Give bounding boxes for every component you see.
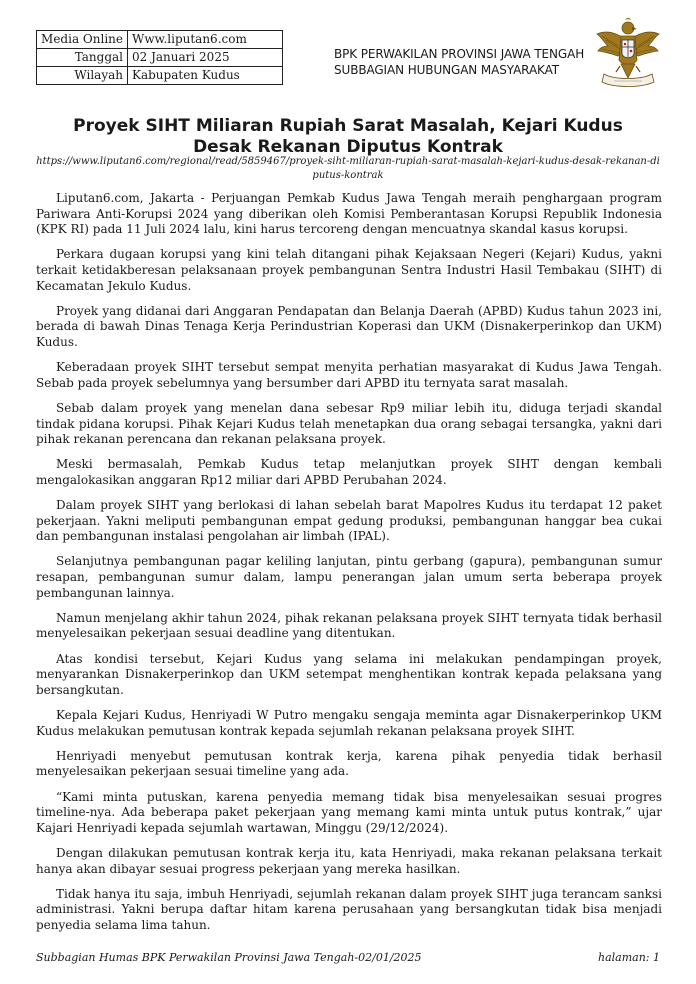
meta-label-date: Tanggal [37, 49, 128, 67]
article-title: Proyek SIHT Miliaran Rupiah Sarat Masalah, Kejari Kudus Desak Rekanan Diputus Kontrak [73, 116, 623, 157]
paragraph: Meski bermasalah, Pemkab Kudus tetap melanjutkan proyek SIHT dengan kembali mengalokasikan anggaran Rp12 miliar dari APBD Perubahan 2024. [36, 457, 662, 487]
paragraph: “Kami minta putuskan, karena penyedia memang tidak bisa menyelesaikan sesuai progres timeline-nya. Ada beberapa paket pekerjaan yang memang kami minta untuk putus kontrak,” ujar Kajari Henriyadi kepada sejumlah wartawan, Minggu (29/12/2024). [36, 789, 662, 835]
meta-label-region: Wilayah [37, 67, 128, 85]
media-info-table [36, 30, 283, 85]
paragraph: Kepala Kejari Kudus, Henriyadi W Putro mengaku sengaja meminta agar Disnakerperinkop UKM Kudus melakukan pemutusan kontrak kepada sejumlah rekanan pelaksana proyek SIHT. [36, 707, 662, 738]
paragraph: Henriyadi menyebut pemutusan kontrak kerja, karena pihak penyedia tidak berhasil menyelesaikan pekerjaan sesuai timeline yang ada. [36, 748, 662, 779]
paragraph: Perkara dugaan korupsi yang kini telah ditangani pihak Kejaksaan Negeri (Kejari) Kudus, yakni terkait ketidakberesan pelaksanaan proyek pembangunan Sentra Industri Hasil Tembakau (SIHT) di Kecamatan Jekulo Kudus. [36, 247, 662, 293]
meta-row-region [37, 67, 283, 85]
paragraph: Namun menjelang akhir tahun 2024, pihak rekanan pelaksana proyek SIHT ternyata tidak berhasil menyelesaikan pekerjaan sesuai deadline yang ditentukan. [36, 610, 662, 641]
agency-line-1: BPK PERWAKILAN PROVINSI JAWA TENGAH [334, 47, 585, 61]
meta-row-media [37, 31, 283, 49]
meta-value-date: 02 Januari 2025 [128, 49, 283, 67]
paragraph: Atas kondisi tersebut, Kejari Kudus yang selama ini melakukan pendampingan proyek, menyarankan Disnakerperinkop dan UKM setempat menghentikan kontrak kepada pelaksana yang bersangkutan. [36, 651, 662, 697]
meta-row-date [37, 49, 283, 67]
meta-value-region: Kabupaten Kudus [128, 67, 283, 85]
paragraph: Liputan6.com, Jakarta - Perjuangan Pemkab Kudus Jawa Tengah meraih penghargaan program Pariwara Anti-Korupsi 2024 yang diberikan oleh Komisi Pemberantasan Korupsi Republik Indonesia (KPK RI) pada 11 Juli 2024 lalu, kini harus tercoreng dengan mencuatnya skandal kasus korupsi. [36, 191, 662, 237]
article-url: https://www.liputan6.com/regional/read/5859467/proyek-siht-miliaran-rupiah-sarat-masalah-kejari-kudus-desak-rekanan-diputus-kontrak [36, 156, 660, 181]
paragraph: Dengan dilakukan pemutusan kontrak kerja itu, kata Henriyadi, maka rekanan pelaksana terkait hanya akan dibayar sesuai progress pekerjaan yang mereka hasilkan. [36, 845, 662, 876]
paragraph: Sebab dalam proyek yang menelan dana sebesar Rp9 miliar lebih itu, diduga terjadi skandal tindak pidana korupsi. Pihak Kejari Kudus telah menetapkan dua orang sebagai tersangka, yakni dari pihak rekanan perencana dan rekanan pelaksana proyek. [36, 400, 662, 447]
paragraph: Selanjutnya pembangunan pagar keliling lanjutan, pintu gerbang (gapura), pembangunan sumur resapan, pembangunan sumur dalam, lampu penerangan jalan umum serta beberapa proyek pembangunan lainnya. [36, 554, 662, 600]
garuda-emblem-icon [594, 16, 662, 88]
paragraph: Proyek yang didanai dari Anggaran Pendapatan dan Belanja Daerah (APBD) Kudus tahun 2023 ini, berada di bawah Dinas Tenaga Kerja Perindustrian Koperasi dan UKM (Disnakerperinkop dan UKM) Kudus. [36, 303, 662, 349]
article-body [36, 191, 662, 943]
paragraph: Tidak hanya itu saja, imbuh Henriyadi, sejumlah rekanan dalam proyek SIHT juga terancam sanksi administrasi. Yakni berupa daftar hitam karena perusahaan yang bersangkutan tidak bisa menjadi penyedia selama lima tahun. [36, 886, 662, 932]
paragraph: Keberadaan proyek SIHT tersebut sempat menyita perhatian masyarakat di Kudus Jawa Tengah. Sebab pada proyek sebelumnya yang bersumber dari APBD itu ternyata sarat masalah. [36, 360, 662, 390]
footer-source: Subbagian Humas BPK Perwakilan Provinsi Jawa Tengah-02/01/2025 [36, 951, 422, 964]
meta-value-media: Www.liputan6.com [128, 31, 283, 49]
agency-name [334, 46, 584, 78]
page-number: halaman: 1 [598, 951, 660, 964]
paragraph: Dalam proyek SIHT yang berlokasi di lahan sebelah barat Mapolres Kudus itu terdapat 12 paket pekerjaan. Yakni meliputi pembangunan empat gedung produksi, pembangunan hanggar bea cukai dan pembangunan instalasi pengolahan air limbah (IPAL). [36, 498, 662, 544]
agency-line-2: SUBBAGIAN HUBUNGAN MASYARAKAT [334, 63, 560, 77]
meta-label-media: Media Online [37, 31, 128, 49]
